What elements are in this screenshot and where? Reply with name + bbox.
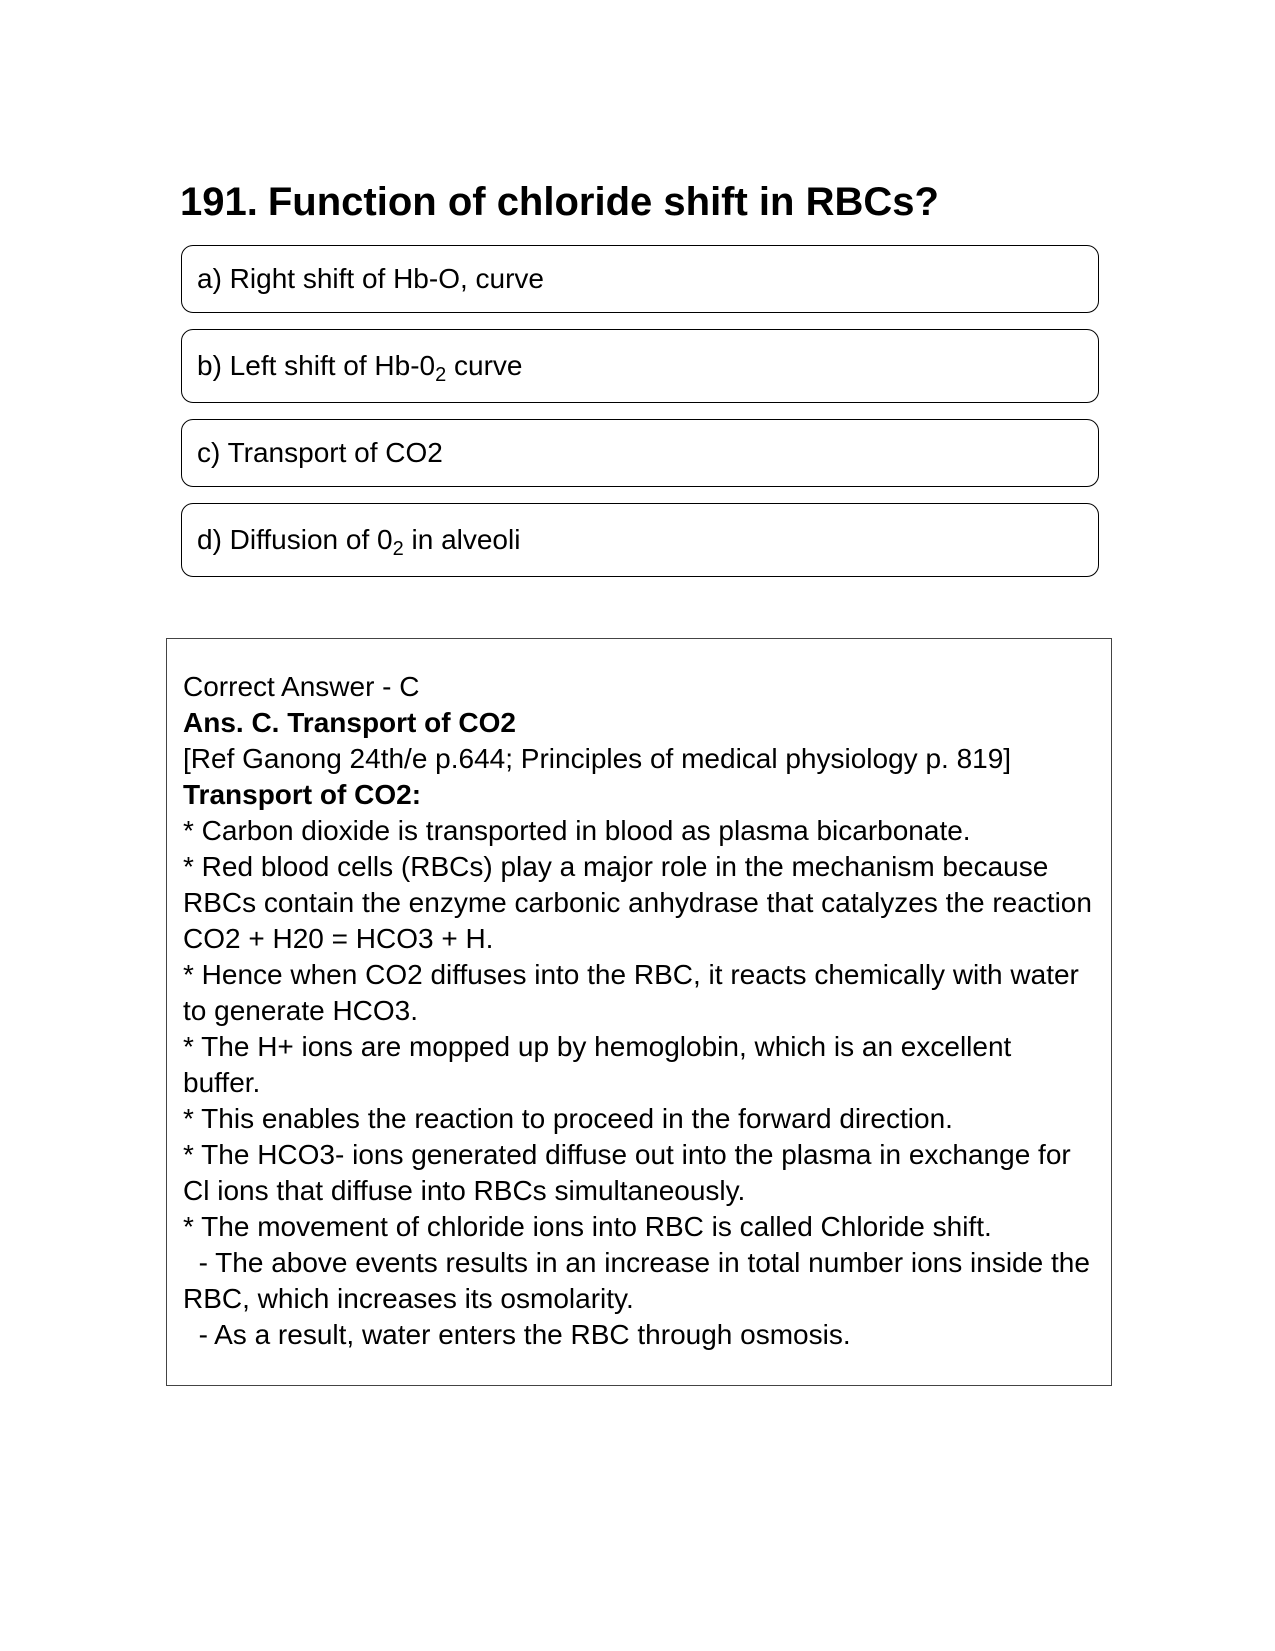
option-d-text: d) Diffusion of $0_2$ in alveoli (197, 524, 521, 560)
question-text: Function of chloride shift in RBCs? (267, 180, 939, 224)
explanation-line: * The movement of chloride ions into RBC is called Chloride shift. (183, 1211, 992, 1242)
option-a[interactable] (181, 245, 1099, 313)
subscript: 2 (392, 538, 404, 560)
answer-explanation-box (166, 638, 1112, 1386)
answer-heading: Ans. C. Transport of CO2 (183, 707, 516, 738)
option-c[interactable] (181, 419, 1099, 487)
options-list (181, 245, 1099, 593)
correct-answer: Correct Answer - C (183, 671, 420, 702)
explanation-line: - The above events results in an increase in total number ions inside the RBC, which increases its osmolarity. (183, 1247, 1098, 1314)
question-number: 191. (180, 180, 258, 224)
explanation-line: * Red blood cells (RBCs) play a major role in the mechanism because RBCs contain the enzyme carbonic anhydrase that catalyzes the reaction CO2 + H20 = HCO3 + H. (183, 851, 1100, 954)
option-b[interactable] (181, 329, 1099, 403)
reference: [Ref Ganong 24th/e p.644; Principles of medical physiology p. 819] (183, 743, 1012, 774)
option-b-text: b) Left shift of $Hb-0_2$ curve (197, 350, 523, 386)
explanation-subheading: Transport of CO2: (183, 779, 422, 810)
explanation-line: * Hence when CO2 diffuses into the RBC, it reacts chemically with water to generate HCO3. (183, 959, 1087, 1026)
explanation-line: * This enables the reaction to proceed in the forward direction. (183, 1103, 953, 1134)
option-c-text: c) Transport of CO2 (197, 437, 443, 468)
explanation-line: * Carbon dioxide is transported in blood as plasma bicarbonate. (183, 815, 971, 846)
explanation-line: * The H+ ions are mopped up by hemoglobin, which is an excellent buffer. (183, 1031, 1020, 1098)
option-d[interactable] (181, 503, 1099, 577)
question-title (180, 178, 939, 226)
explanation-line: - As a result, water enters the RBC through osmosis. (183, 1319, 851, 1350)
subscript: 2 (435, 364, 447, 386)
option-a-text: a) Right shift of Hb-O, curve (197, 263, 545, 294)
explanation-line: * The HCO3- ions generated diffuse out into the plasma in exchange for Cl ions that diffuse into RBCs simultaneously. (183, 1139, 1079, 1206)
